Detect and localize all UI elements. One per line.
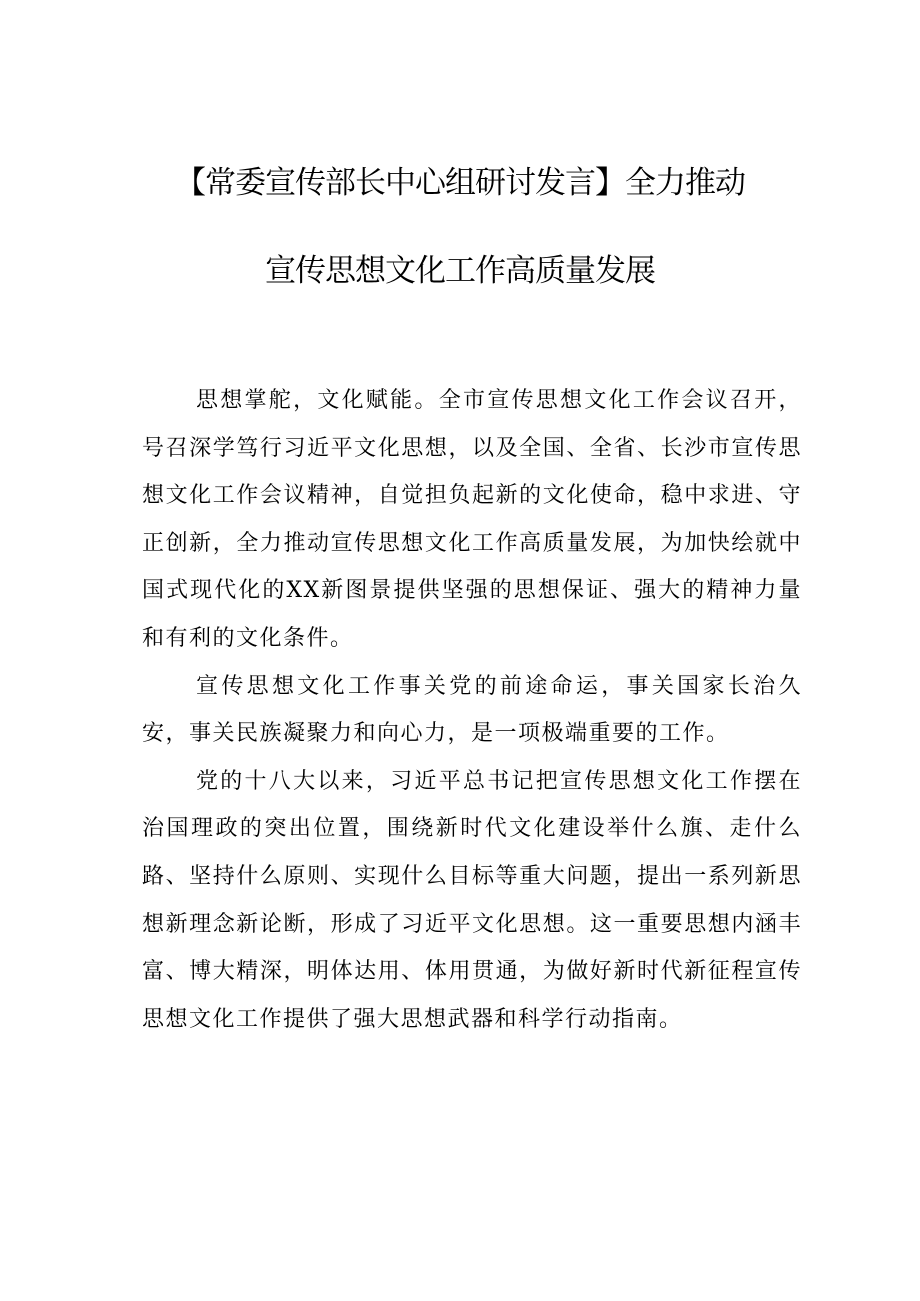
document-body bbox=[142, 377, 802, 1043]
document-title bbox=[110, 157, 810, 297]
paragraph-2: 宣传思想文化工作事关党的前途命运，事关国家长治久安，事关民族凝聚力和向心力，是一项极端重要的工作。 bbox=[142, 673, 802, 747]
title-line-2: 宣传思想文化工作高质量发展 bbox=[265, 253, 655, 289]
title-line-1: 【常委宣传部长中心组研讨发言】全力推动 bbox=[175, 165, 745, 201]
paragraph-3: 党的十八大以来，习近平总书记把宣传思想文化工作摆在治国理政的突出位置，围绕新时代文化建设举什么旗、走什么路、坚持什么原则、实现什么目标等重大问题，提出一系列新思想新理念新论断，形成了习近平文化思想。这一重要思想内涵丰富、博大精深，明体达用、体用贯通，为做好新时代新征程宣传思想文化工作提供了强大思想武器和科学行动指南。 bbox=[142, 768, 802, 1032]
paragraph-1: 思想掌舵，文化赋能。全市宣传思想文化工作会议召开，号召深学笃行习近平文化思想，以及全国、全省、长沙市宣传思想文化工作会议精神，自觉担负起新的文化使命，稳中求进、守正创新，全力推动宣传思想文化工作高质量发展，为加快绘就中国式现代化的XX新图景提供坚强的思想保证、强大的精神力量和有利的文化条件。 bbox=[142, 388, 802, 651]
